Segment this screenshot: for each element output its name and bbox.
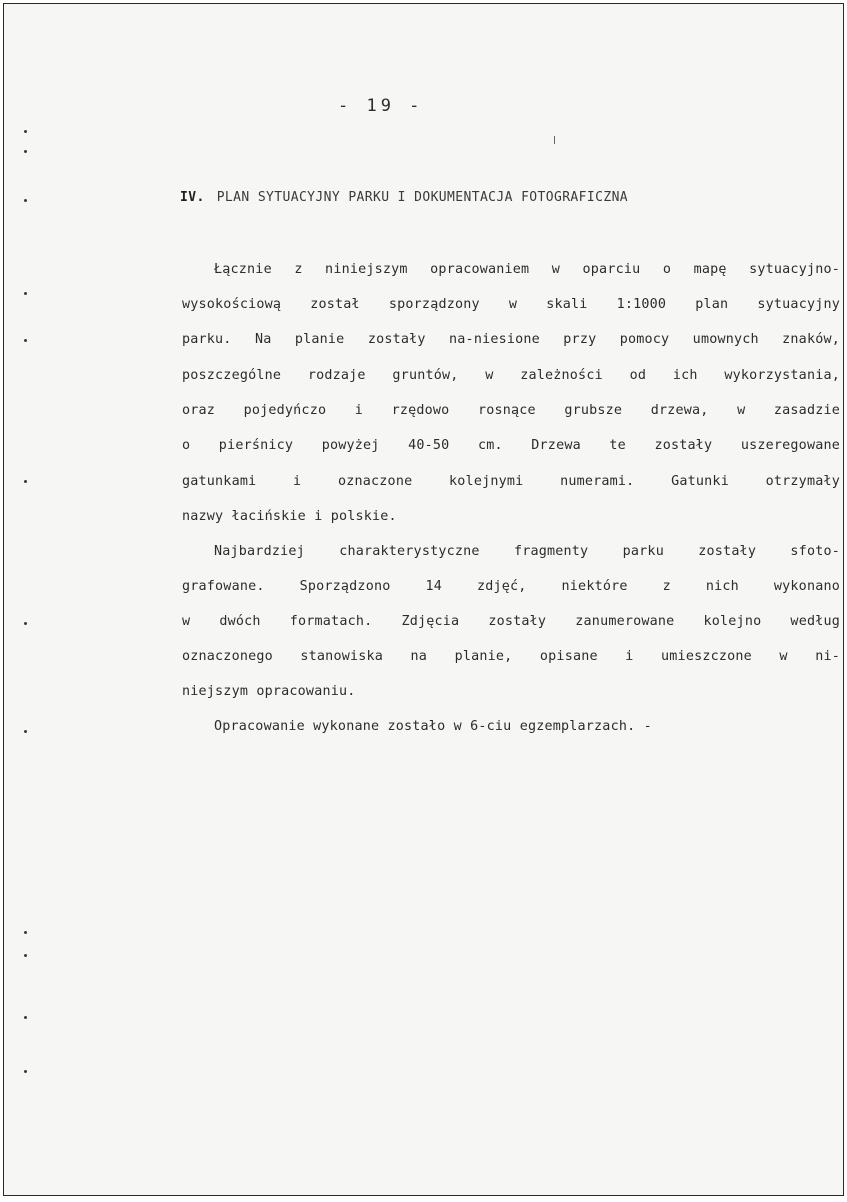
margin-mark <box>24 199 27 202</box>
paragraph-line: Najbardziej charakterystyczne fragmenty parku zostały sfoto- <box>214 544 840 559</box>
margin-mark <box>24 480 27 483</box>
margin-mark <box>24 931 27 934</box>
margin-mark <box>24 1016 27 1019</box>
margin-mark <box>24 622 27 625</box>
document-page <box>3 3 844 1196</box>
margin-mark <box>24 730 27 733</box>
margin-mark <box>24 130 27 133</box>
section-heading <box>180 190 628 205</box>
section-number: IV. <box>180 190 205 205</box>
paragraph-line: oznaczonego stanowiska na planie, opisane i umieszczone w ni- <box>182 649 840 664</box>
paragraph-line: Opracowanie wykonane zostało w 6-ciu egzemplarzach. - <box>214 719 652 734</box>
margin-mark <box>24 292 27 295</box>
paragraph-line: poszczególne rodzaje gruntów, w zależności od ich wykorzystania, <box>182 368 840 383</box>
paragraph-line: w dwóch formatach. Zdjęcia zostały zanumerowane kolejno według <box>182 614 840 629</box>
paragraph-line: niejszym opracowaniu. <box>182 684 356 699</box>
paragraph-line: wysokościową został sporządzony w skali 1:1000 plan sytuacyjny <box>182 297 840 312</box>
paragraph-line: Łącznie z niniejszym opracowaniem w oparciu o mapę sytuacyjno- <box>214 262 840 277</box>
section-title: PLAN SYTUACYJNY PARKU I DOKUMENTACJA FOTOGRAFICZNA <box>216 190 629 205</box>
margin-mark <box>24 1070 27 1073</box>
page-number: - 19 - <box>338 96 424 116</box>
margin-mark <box>24 339 27 342</box>
paragraph-line: nazwy łacińskie i polskie. <box>182 509 397 524</box>
paragraph-line: grafowane. Sporządzono 14 zdjęć, niektóre z nich wykonano <box>182 579 840 594</box>
stray-mark <box>554 136 555 144</box>
paragraph-line: parku. Na planie zostały na-niesione przy pomocy umownych znaków, <box>182 332 840 347</box>
paragraph-line: o pierśnicy powyżej 40-50 cm. Drzewa te zostały uszeregowane <box>182 438 840 453</box>
margin-mark <box>24 150 27 153</box>
margin-mark <box>24 954 27 957</box>
paragraph-line: gatunkami i oznaczone kolejnymi numerami. Gatunki otrzymały <box>182 474 840 489</box>
paragraph-line: oraz pojedyńczo i rzędowo rosnące grubsze drzewa, w zasadzie <box>182 403 840 418</box>
